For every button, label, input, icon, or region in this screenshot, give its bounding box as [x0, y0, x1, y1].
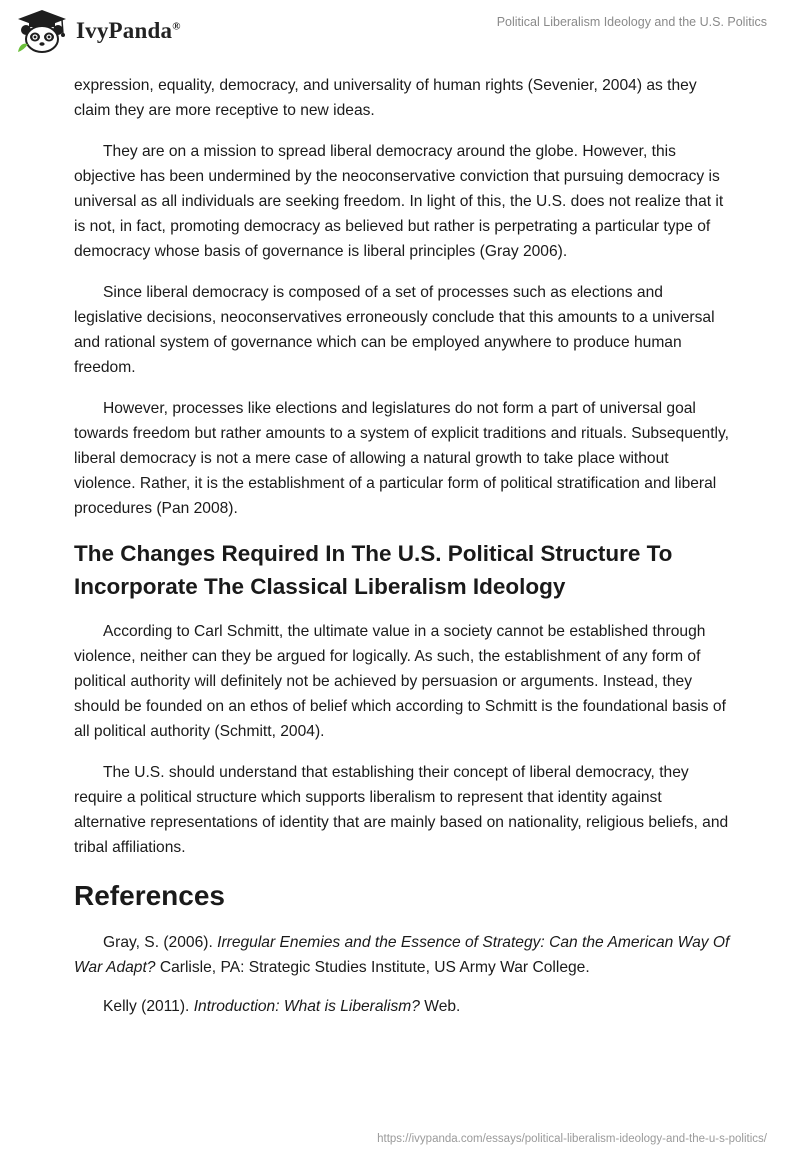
registered-mark: ® — [172, 20, 181, 33]
document-title: Political Liberalism Ideology and the U.S. Politics — [496, 15, 767, 29]
reference-suffix: Carlisle, PA: Strategic Studies Institute, US Army War College. — [155, 959, 590, 976]
reference-prefix: Kelly (2011). — [103, 998, 194, 1015]
paragraph: According to Carl Schmitt, the ultimate value in a society cannot be established through violence, neither can they be argued for logically. As such, the establishment of any form of political authority will definitely not be achieved by persuasion or arguments. Instead, they should be founded on an ethos of belief which according to Schmitt is the foundational basis of all political authority (Schmitt, 2004). — [74, 623, 726, 740]
paragraph: expression, equality, democracy, and universality of human rights (Sevenier, 2004) as they claim they are more receptive to new ideas. — [74, 77, 697, 119]
paragraph: The U.S. should understand that establishing their concept of liberal democracy, they require a political structure which supports liberalism to represent that identity against alternative representations of identity that are mainly based on nationality, religious beliefs, and tribal affiliations. — [74, 764, 729, 856]
paragraph: However, processes like elections and legislatures do not form a part of universal goal towards freedom but rather amounts to a system of explicit traditions and rituals. Subsequently, liberal democracy is not a mere case of allowing a natural growth to take place without violence. Rather, it is the establishment of a particular form of political stratification and liberal procedures (Pan 2008). — [74, 400, 729, 517]
reference-item — [74, 930, 730, 980]
reference-item — [74, 994, 730, 1019]
page-header — [0, 0, 800, 62]
references-heading: References — [74, 880, 225, 911]
ivypanda-logo[interactable] — [14, 8, 181, 54]
paragraph: They are on a mission to spread liberal democracy around the globe. However, this objective has been undermined by the neoconservative conviction that pursuing democracy is universal as all individuals are seeking freedom. In light of this, the U.S. does not realize that it is not, in fact, promoting democracy as believed but rather is perpetrating a particular type of democracy whose basis of governance is liberal principles (Gray 2006). — [74, 143, 724, 260]
reference-suffix: Web. — [419, 998, 461, 1015]
article-body — [74, 73, 730, 1033]
reference-prefix: Gray, S. (2006). — [103, 934, 218, 951]
reference-title: Irregular Enemies and the Essence of Strategy: Can the American Way Of War Adapt? — [74, 934, 730, 976]
logo-wordmark — [76, 18, 181, 44]
paragraph: Since liberal democracy is composed of a set of processes such as elections and legislative decisions, neoconservatives erroneously conclude that this amounts to a universal and rational system of governance which can be employed anywhere to produce human freedom. — [74, 284, 715, 376]
panda-graduate-icon — [14, 8, 70, 54]
reference-title: Introduction: What is Liberalism? — [193, 998, 420, 1015]
logo-text: IvyPanda — [76, 18, 173, 43]
source-url-link[interactable]: https://ivypanda.com/essays/political-liberalism-ideology-and-the-u-s-politics/ — [377, 1133, 767, 1145]
section-heading: The Changes Required In The U.S. Political Structure To Incorporate The Classical Liberalism Ideology — [74, 541, 673, 599]
